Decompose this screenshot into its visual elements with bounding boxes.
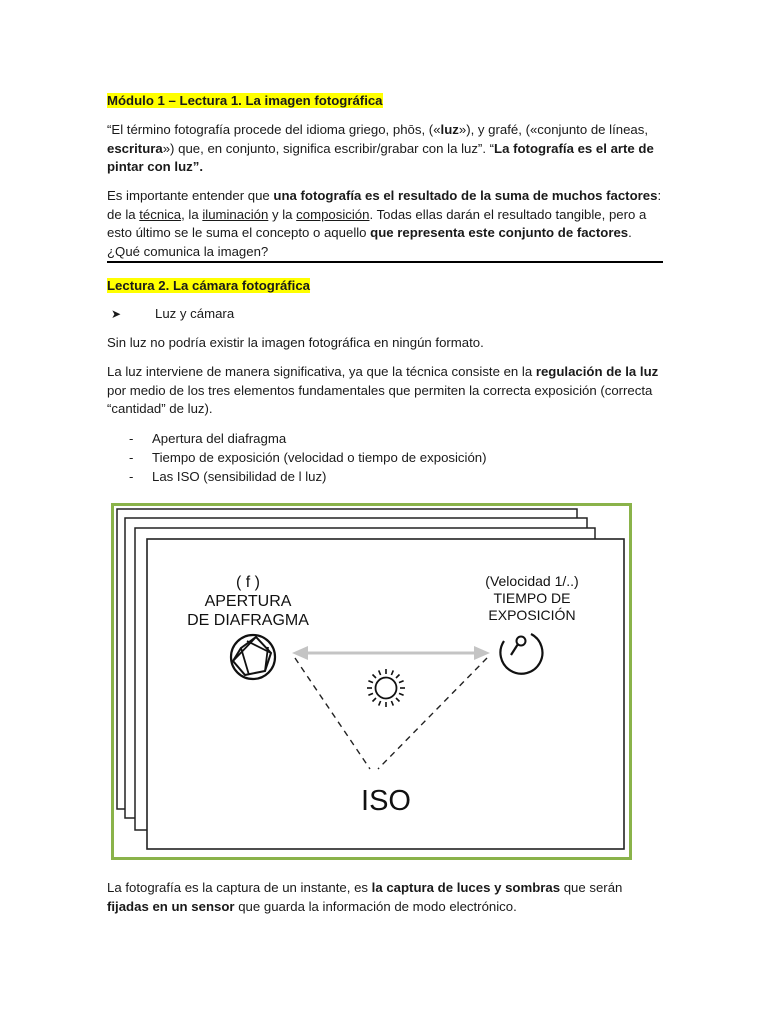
quote-bold-luz: luz [440,122,459,137]
section1-heading: Módulo 1 – Lectura 1. La imagen fotográfica [107,93,383,108]
intro-text-5: . Todas ellas darán el resultado tangible, pero a esto último se le suma el concepto o aquello [107,206,647,240]
quote-bold-definition: La fotografía es el arte de pintar con luz”. [107,140,654,174]
section1-heading-row [107,92,663,111]
intro-bold-1: una fotografía es el resultado de la suma de muchos factores [273,188,658,203]
section-divider [107,261,663,263]
intro-text-4: y la [268,206,297,222]
intro-text-2: : de la [107,188,662,222]
section2-heading: Lectura 2. La cámara fotográfica [107,278,311,293]
underline-composicion: composición [296,206,370,222]
arrow-bullet-label: Luz y cámara [155,306,235,321]
iso-label: ISO [361,785,411,817]
intro-text-3: , la [181,206,203,222]
intro-paragraph [107,187,663,261]
captura-bold-2: fijadas en un sensor [107,898,235,914]
paragraph-sin-luz [107,334,663,353]
quote-bold-escritura: escritura [107,140,163,156]
paragraph-captura [107,879,663,916]
paragraph-luz-interviene [107,363,663,419]
exposure-triangle-figure [111,503,632,860]
intro-text-6: . ¿Qué comunica la imagen? [107,225,632,259]
left-label-f: ( f ) [236,574,260,591]
underline-tecnica: técnica [139,206,182,222]
right-label-exposicion: EXPOSICIÓN [488,607,576,623]
underline-iluminacion: iluminación [202,206,269,222]
list-item: - Las ISO (sensibilidad de l luz) [107,468,663,487]
captura-text-2: que serán [560,880,623,895]
right-label-tiempo: TIEMPO DE [493,590,571,606]
captura-text-3: que guarda la información de modo electrónico. [234,898,517,914]
exposure-elements-list [107,430,663,487]
right-label-velocidad: (Velocidad 1/..) [485,573,579,589]
captura-text-1: La fotografía es la captura de un instante, es [107,880,372,895]
luz-bold-regulacion: regulación de la luz [535,364,659,379]
paragraph-sin-luz-text: Sin luz no podría existir la imagen fotográfica en ningún formato. [107,335,484,350]
arrow-bullet-item [107,305,663,324]
left-label-diafragma: DE DIAFRAGMA [187,612,309,629]
luz-text-1: La luz interviene de manera significativa, ya que la técnica consiste en la [107,364,536,379]
captura-bold-1: la captura de luces y sombras [371,880,561,895]
quote-text-1: “El término fotografía procede del idioma griego, phōs, (« [107,122,441,137]
section2-heading-row [107,277,663,296]
intro-text-1: Es importante entender que [107,188,274,203]
quote-text-2: »), y grafé, («conjunto de líneas, [458,122,649,137]
luz-text-2: por medio de los tres elementos fundamentales que permiten la correcta exposición (correcta “cantidad” de luz). [107,382,653,416]
arrow-bullet-icon: ➤ [111,307,122,321]
intro-bold-2: que representa este conjunto de factores [370,225,629,240]
left-label-apertura: APERTURA [204,593,292,610]
list-item: - Tiempo de exposición (velocidad o tiempo de exposición) [107,449,663,468]
quote-text-3: ») que, en conjunto, significa escribir/grabar con la luz”. “ [162,140,495,156]
list-item: - Apertura del diafragma [107,430,663,449]
quote-paragraph [107,121,663,177]
